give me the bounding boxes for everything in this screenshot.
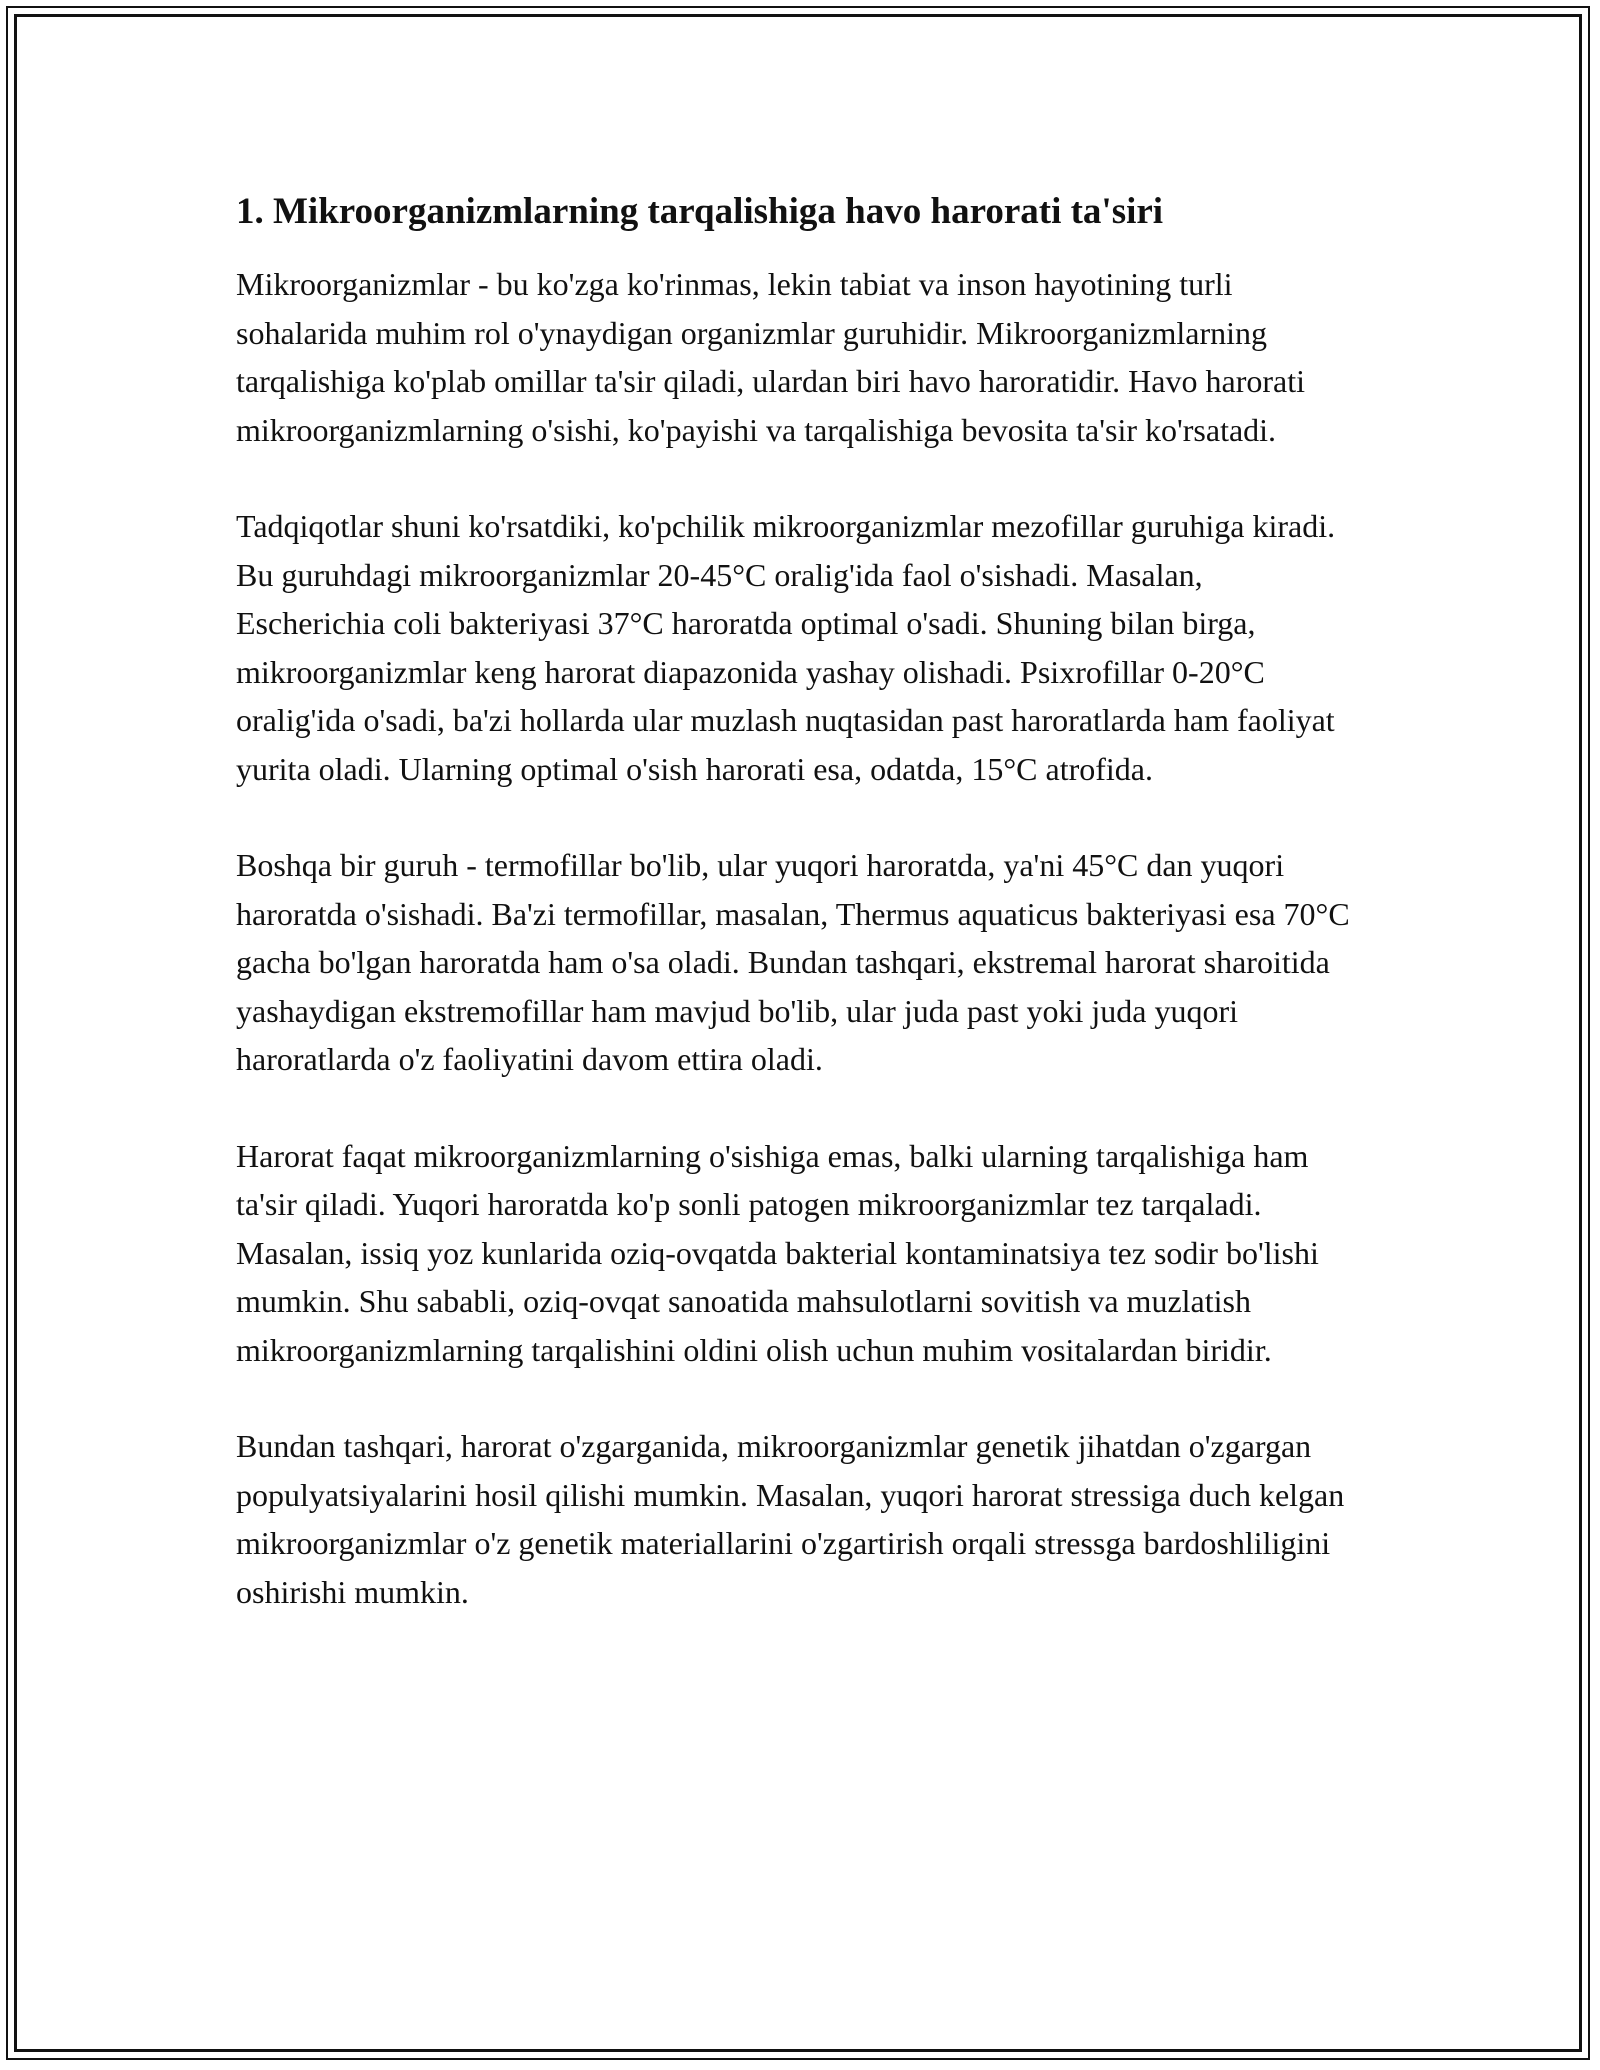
paragraph-2: Tadqiqotlar shuni ko'rsatdiki, ko'pchilik mikroorganizmlar mezofillar guruhiga kiradi. Bu guruhdagi mikroorganizmlar 20-45°C oralig'ida faol o'sishadi. Masalan, Escherichia coli bakteriyasi 37°C haroratda optimal o'sadi. Shuning bilan birga, mikroorganizmlar keng harorat diapazonida yashay olishadi. Psixrofillar 0-20°C oralig'ida o'sadi, ba'zi hollarda ular muzlash nuqtasidan past haroratlarda ham faoliyat yurita oladi. Ularning optimal o'sish harorati esa, odatda, 15°C atrofida. bbox=[236, 508, 1336, 787]
paragraph-1: Mikroorganizmlar - bu ko'zga ko'rinmas, lekin tabiat va inson hayotining turli sohalarida muhim rol o'ynaydigan organizmlar guruhidir. Mikroorganizmlarning tarqalishiga ko'plab omillar ta'sir qiladi, ulardan biri havo haroratidir. Havo harorati mikroorganizmlarning o'sishi, ko'payishi va tarqalishiga bevosita ta'sir ko'rsatadi. bbox=[236, 266, 1305, 448]
paragraph-4: Harorat faqat mikroorganizmlarning o'sishiga emas, balki ularning tarqalishiga ham ta'sir qiladi. Yuqori haroratda ko'p sonli patogen mikroorganizmlar tez tarqaladi. Masalan, issiq yoz kunlarida oziq-ovqatda bakterial kontaminatsiya tez sodir bo'lishi mumkin. Shu sababli, oziq-ovqat sanoatida mahsulotlarni sovitish va muzlatish mikroorganizmlarning tarqalishini oldini olish uchun muhim vositalardan biridir. bbox=[236, 1137, 1319, 1368]
paragraph-3: Boshqa bir guruh - termofillar bo'lib, ular yuqori haroratda, ya'ni 45°C dan yuqori haroratda o'sishadi. Ba'zi termofillar, masalan, Thermus aquaticus bakteriyasi esa 70°C gacha bo'lgan haroratda ham o'sa oladi. Bundan tashqari, ekstremal harorat sharoitida yashaydigan ekstremofillar ham mavjud bo'lib, ular juda past yoki juda yuqori haroratlarda o'z faoliyatini davom ettira oladi. bbox=[236, 847, 1350, 1077]
paragraph-5: Bundan tashqari, harorat o'zgarganida, mikroorganizmlar genetik jihatdan o'zgargan populyatsiyalarini hosil qilishi mumkin. Masalan, yuqori harorat stressiga duch kelgan mikroorganizmlar o'z genetik materiallarini o'zgartirish orqali stressga bardoshliligini oshirishi mumkin. bbox=[236, 1428, 1345, 1610]
document-body bbox=[236, 184, 1356, 1616]
section-title: 1. Mikroorganizmlarning tarqalishiga havo harorati ta'siri bbox=[236, 191, 1164, 232]
